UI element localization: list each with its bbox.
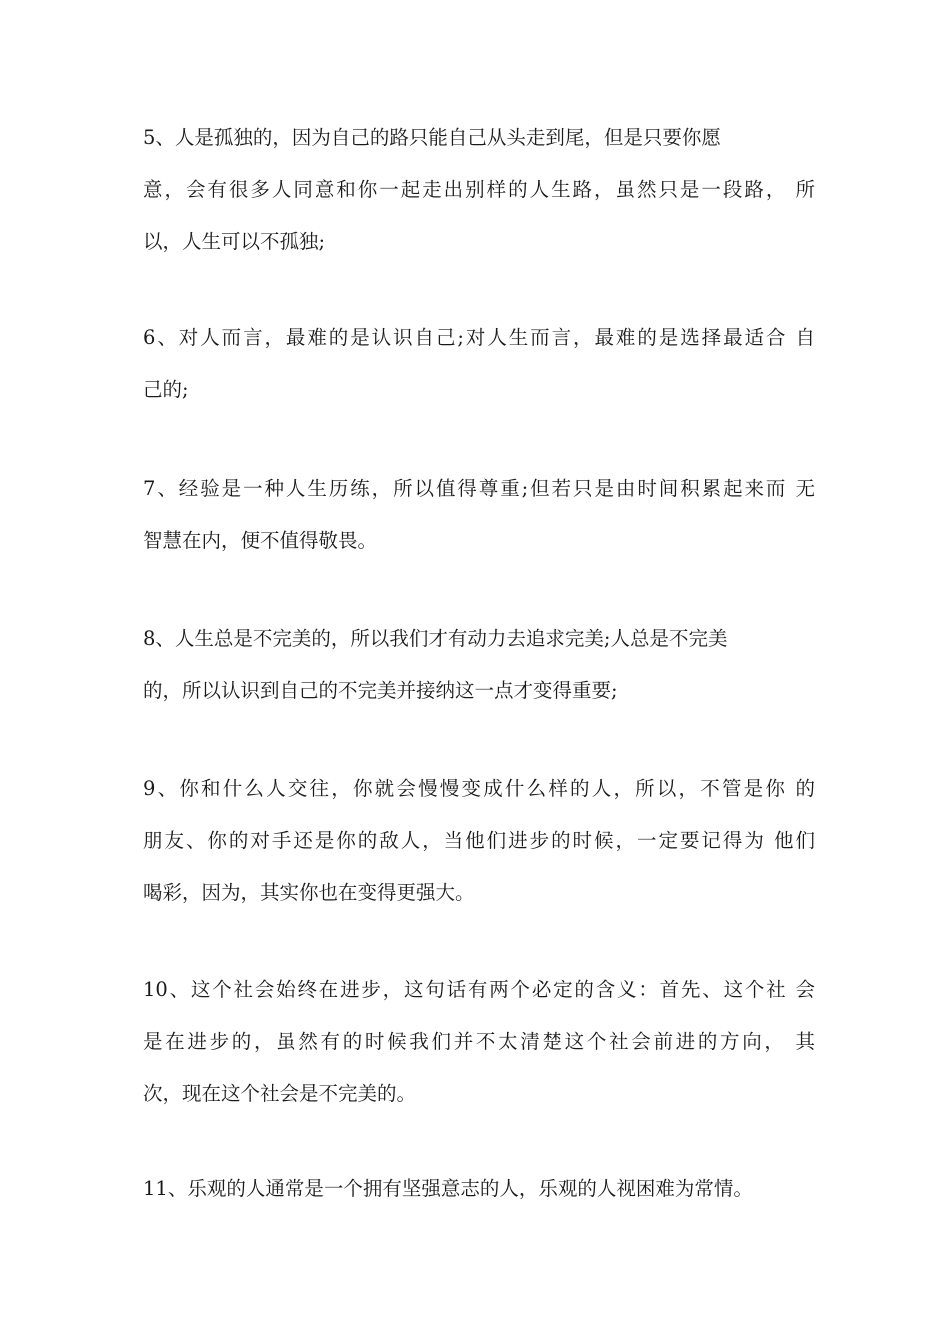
paragraph-10 [143, 964, 815, 1120]
text-line: 意，会有很多人同意和你一起走出别样的人生路，虽然只是一段路， 所 [143, 178, 815, 201]
text-line: 喝彩，因为，其实你也在变得更强大。 [143, 881, 475, 904]
text-line: 6、对人而言，最难的是认识自己;对人生而言，最难的是选择最适合 自 [143, 326, 815, 349]
text-line: 己的; [143, 378, 189, 401]
paragraph-7 [143, 463, 815, 567]
paragraph-5 [143, 112, 815, 268]
paragraph-9 [143, 763, 815, 919]
text-line: 11、乐观的人通常是一个拥有坚强意志的人，乐观的人视困难为常情。 [143, 1177, 753, 1200]
text-line: 9、你和什么人交往，你就会慢慢变成什么样的人，所以，不管是你 的 [143, 777, 815, 800]
text-line: 5、人是孤独的，因为自己的路只能自己从头走到尾，但是只要你愿 [143, 126, 721, 149]
text-line: 的，所以认识到自己的不完美并接纳这一点才变得重要; [143, 679, 618, 702]
text-line: 10、这个社会始终在进步，这句话有两个必定的含义：首先、这个社 会 [143, 978, 815, 1001]
paragraph-11 [143, 1163, 815, 1215]
text-line: 8、人生总是不完美的，所以我们才有动力去追求完美;人总是不完美 [143, 627, 728, 650]
text-line: 次，现在这个社会是不完美的。 [143, 1082, 417, 1105]
text-line: 是在进步的，虽然有的时候我们并不太清楚这个社会前进的方向， 其 [143, 1030, 815, 1053]
text-line: 7、经验是一种人生历练，所以值得尊重;但若只是由时间积累起来而 无 [143, 477, 815, 500]
paragraph-8 [143, 613, 815, 717]
text-line: 朋友、你的对手还是你的敌人，当他们进步的时候，一定要记得为 他们 [143, 829, 815, 852]
paragraph-6 [143, 312, 815, 416]
text-line: 智慧在内，便不值得敬畏。 [143, 529, 378, 552]
text-line: 以，人生可以不孤独; [143, 230, 326, 253]
